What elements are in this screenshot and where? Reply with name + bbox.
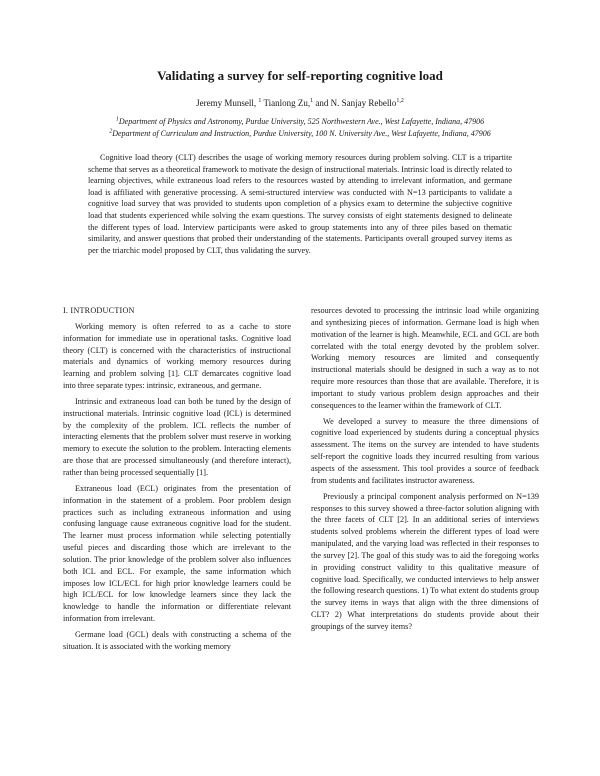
affiliation-1 [0,117,600,126]
body-paragraph: Previously a principal component analysis performed on N=139 responses to this survey showed a three-factor solution aligning with the three facets of CLT [2]. In an additional series of interviews students solved problems wherein the different types of load were manipulated, and the varying load was reflected in their responses to the survey [2]. The goal of this study was to aid the foregoing works in providing construct validity to this qualitative measure of cognitive load. Specifically, we conducted interviews to help answer the following research questions. 1) To what extent do students group the survey items in ways that align with the three dimensions of CLT? 2) What interpretations do students provide about their groupings of the survey items? [311,491,539,631]
section-heading-introduction: I. INTRODUCTION [63,306,135,315]
body-paragraph: Intrinsic and extraneous load can both be tuned by the design of instructional materials. Intrinsic cognitive load (ICL) is determined by the complexity of the problem. ICL reflects the number of interacting elements that the problem solver must reserve in working memory to execute the solution to the problem. Interacting elements are those that are processed simultaneously (and therefore interact), rather than being processed sequentially [1]. [63,396,291,477]
body-paragraph: Germane load (GCL) deals with constructing a schema of the situation. It is associated with the working memory [63,629,291,651]
body-paragraph: We developed a survey to measure the three dimensions of cognitive load experienced by students during a conceptual physics assessment. The items on the survey are intended to have students self-report the cognitive loads they incurred resulting from various aspects of the assessment. This tool provides a source of feedback from students and facilitates instructor awareness. [311,416,539,485]
affiliation-1-mark: 1 [115,116,119,123]
author-3-affiliation-mark: 1,2 [396,98,404,104]
author-line [0,98,600,108]
author-2: Tianlong Zu, [263,98,311,108]
author-3: and N. Sanjay Rebello [315,98,397,108]
author-2-affiliation-mark: 1 [310,98,314,104]
author-1-affiliation-mark: 1 [258,98,262,104]
body-paragraph: Extraneous load (ECL) originates from the presentation of information in the statement of a problem. Poor problem design practices such as including extraneous information and using confusing language cause extraneous cognitive load for the student. The learner must process information while selecting potentially useful pieces and discarding those which are irrelevant to the solution. The prior knowledge of the problem solver also influences both ICL and ECL. For example, the same information which imposes low ICL/ECL for high prior knowledge learners could be high ICL/ECL for low knowledge learners since they lack the knowledge to handle the information or differentiate relevant information from irrelevant. [63,483,291,624]
affiliation-1-text: Department of Physics and Astronomy, Purdue University, 525 Northwestern Ave., West Lafayette, Indiana, 47906 [118,117,485,126]
abstract: Cognitive load theory (CLT) describes the usage of working memory resources during problem solving. CLT is a tripartite scheme that serves as a theoretical framework to motivate the design of instructional materials. Intrinsic load is directly related to learning objectives, while extraneous load refers to the resources wasted by attending to irrelevant information, and germane load is affiliated with generative processing. A semi-structured interview was conducted with N=13 participants to validate a cognitive load survey that was provided to students upon completion of a physics exam to determine the subjective cognitive load that students experienced while solving the exam questions. The survey consists of eight statements designed to delineate the different types of load. Interview participants were asked to group statements into any of three piles based on thematic similarity, and answer questions that probed their understanding of the statements. Participants overall grouped survey items as per the triarchic model proposed by CLT, thus validating the survey. [88,153,512,255]
affiliation-2 [0,129,600,138]
paper-title: Validating a survey for self-reporting cognitive load [157,68,443,83]
affiliation-2-text: Department of Curriculum and Instruction, Purdue University, 100 N. University Ave., West Lafayette, Indiana, 47906 [112,129,491,138]
right-column [311,305,539,637]
author-1: Jeremy Munsell, [196,98,257,108]
body-paragraph: resources devoted to processing the intrinsic load while organizing and synthesizing pieces of information. Germane load is high when motivation of the learner is high. Meanwhile, ECL and GCL are both correlated with the total energy devoted by the problem solver. Working memory resources are limited and consequently instructional materials should be designed in such a way as to not require more resources than those that are available. Therefore, it is important to study various problem design approaches and their consequences to the learner within the framework of CLT. [311,306,539,410]
body-paragraph: Working memory is often referred to as a cache to store information for immediate use in operational tasks. Cognitive load theory (CLT) is concerned with the characteristics of instructional materials and dynamics of working memory resources during learning and problem solving [1]. CLT demarcates cognitive load into three separate types: intrinsic, extraneous, and germane. [63,321,291,391]
affiliation-2-mark: 2 [109,128,113,135]
left-column [63,305,291,657]
